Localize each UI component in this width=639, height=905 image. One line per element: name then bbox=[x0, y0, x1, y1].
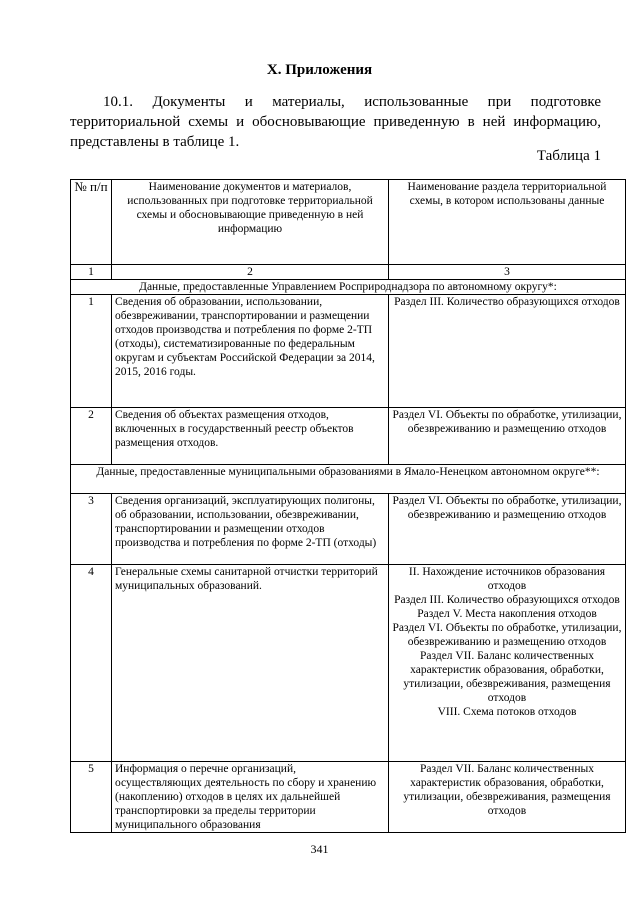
header-documents: Наименование документов и материалов, использованных при подготовке территориальной схемы и обосновывающие приведенную в ней информацию bbox=[112, 180, 389, 265]
section-line: II. Нахождение источников образования отходов bbox=[408, 566, 606, 592]
group-title: Данные, предоставленные Управлением Росприроднадзора по автономному округу*: bbox=[71, 280, 626, 295]
row-section bbox=[389, 408, 626, 465]
section-line: Раздел III. Количество образующихся отходов bbox=[394, 296, 620, 308]
page-number: 341 bbox=[310, 842, 329, 856]
row-document: Сведения об образовании, использовании, обезвреживании, транспортировании и размещении отходов производства и потребления по форме 2-ТП (отходы), систематизированные по федеральным округам и субъектам Российской Федерации за 2014, 2015, 2016 годы. bbox=[112, 295, 389, 408]
table-row bbox=[71, 494, 626, 565]
table-header-row bbox=[71, 180, 626, 265]
documents-table bbox=[70, 179, 626, 833]
section-line: VIII. Схема потоков отходов bbox=[437, 706, 577, 718]
intro-paragraph: 10.1. Документы и материалы, использованные при подготовке территориальной схемы и обосновывающие приведенную в ней информацию, представлены в таблице 1. bbox=[70, 94, 601, 150]
section-line: Раздел VII. Баланс количественных характеристик образования, обработки, утилизации, обезвреживания, размещения отходов bbox=[403, 650, 611, 704]
row-document: Сведения организаций, эксплуатирующих полигоны, об образовании, использовании, обезвреживании, транспортировании и размещении отходов производства и потребления по форме 2-ТП (отходы) bbox=[112, 494, 389, 565]
row-number: 3 bbox=[71, 494, 112, 565]
column-number: 2 bbox=[112, 265, 389, 280]
row-section bbox=[389, 295, 626, 408]
section-line: Раздел VI. Объекты по обработке, утилизации, обезвреживанию и размещению отходов bbox=[392, 622, 622, 648]
section-line: Раздел VI. Объекты по обработке, утилизации, обезвреживанию и размещению отходов bbox=[392, 409, 622, 435]
row-document: Информация о перечне организаций, осуществляющих деятельность по сбору и хранению (накоплению) отходов в целях их дальнейшей транспортировки за пределы территории муниципального образования bbox=[112, 762, 389, 833]
row-number: 2 bbox=[71, 408, 112, 465]
table-row bbox=[71, 565, 626, 762]
group-row bbox=[71, 280, 626, 295]
row-section bbox=[389, 762, 626, 833]
table-row bbox=[71, 762, 626, 833]
group-title: Данные, предоставленные муниципальными образованиями в Ямало-Ненецком автономном округе**: bbox=[71, 465, 626, 494]
section-line: Раздел V. Места накопления отходов bbox=[417, 608, 597, 620]
header-section: Наименование раздела территориальной схемы, в котором использованы данные bbox=[389, 180, 626, 265]
row-section bbox=[389, 565, 626, 762]
row-number: 5 bbox=[71, 762, 112, 833]
table-row bbox=[71, 408, 626, 465]
column-number: 3 bbox=[389, 265, 626, 280]
table-row bbox=[71, 295, 626, 408]
row-document: Сведения об объектах размещения отходов, включенных в государственный реестр объектов размещения отходов. bbox=[112, 408, 389, 465]
section-line: Раздел VII. Баланс количественных характеристик образования, обработки, утилизации, обезвреживания, размещения отходов bbox=[403, 763, 611, 817]
row-section bbox=[389, 494, 626, 565]
column-number: 1 bbox=[71, 265, 112, 280]
section-heading: X. Приложения bbox=[266, 62, 373, 78]
row-number: 1 bbox=[71, 295, 112, 408]
section-line: Раздел VI. Объекты по обработке, утилизации, обезвреживанию и размещению отходов bbox=[392, 495, 622, 521]
row-document: Генеральные схемы санитарной отчистки территорий муниципальных образований. bbox=[112, 565, 389, 762]
table-caption: Таблица 1 bbox=[536, 148, 601, 164]
row-number: 4 bbox=[71, 565, 112, 762]
header-number: № п/п bbox=[71, 180, 112, 265]
group-row bbox=[71, 465, 626, 494]
column-numbers-row bbox=[71, 265, 626, 280]
section-line: Раздел III. Количество образующихся отходов bbox=[394, 594, 620, 606]
